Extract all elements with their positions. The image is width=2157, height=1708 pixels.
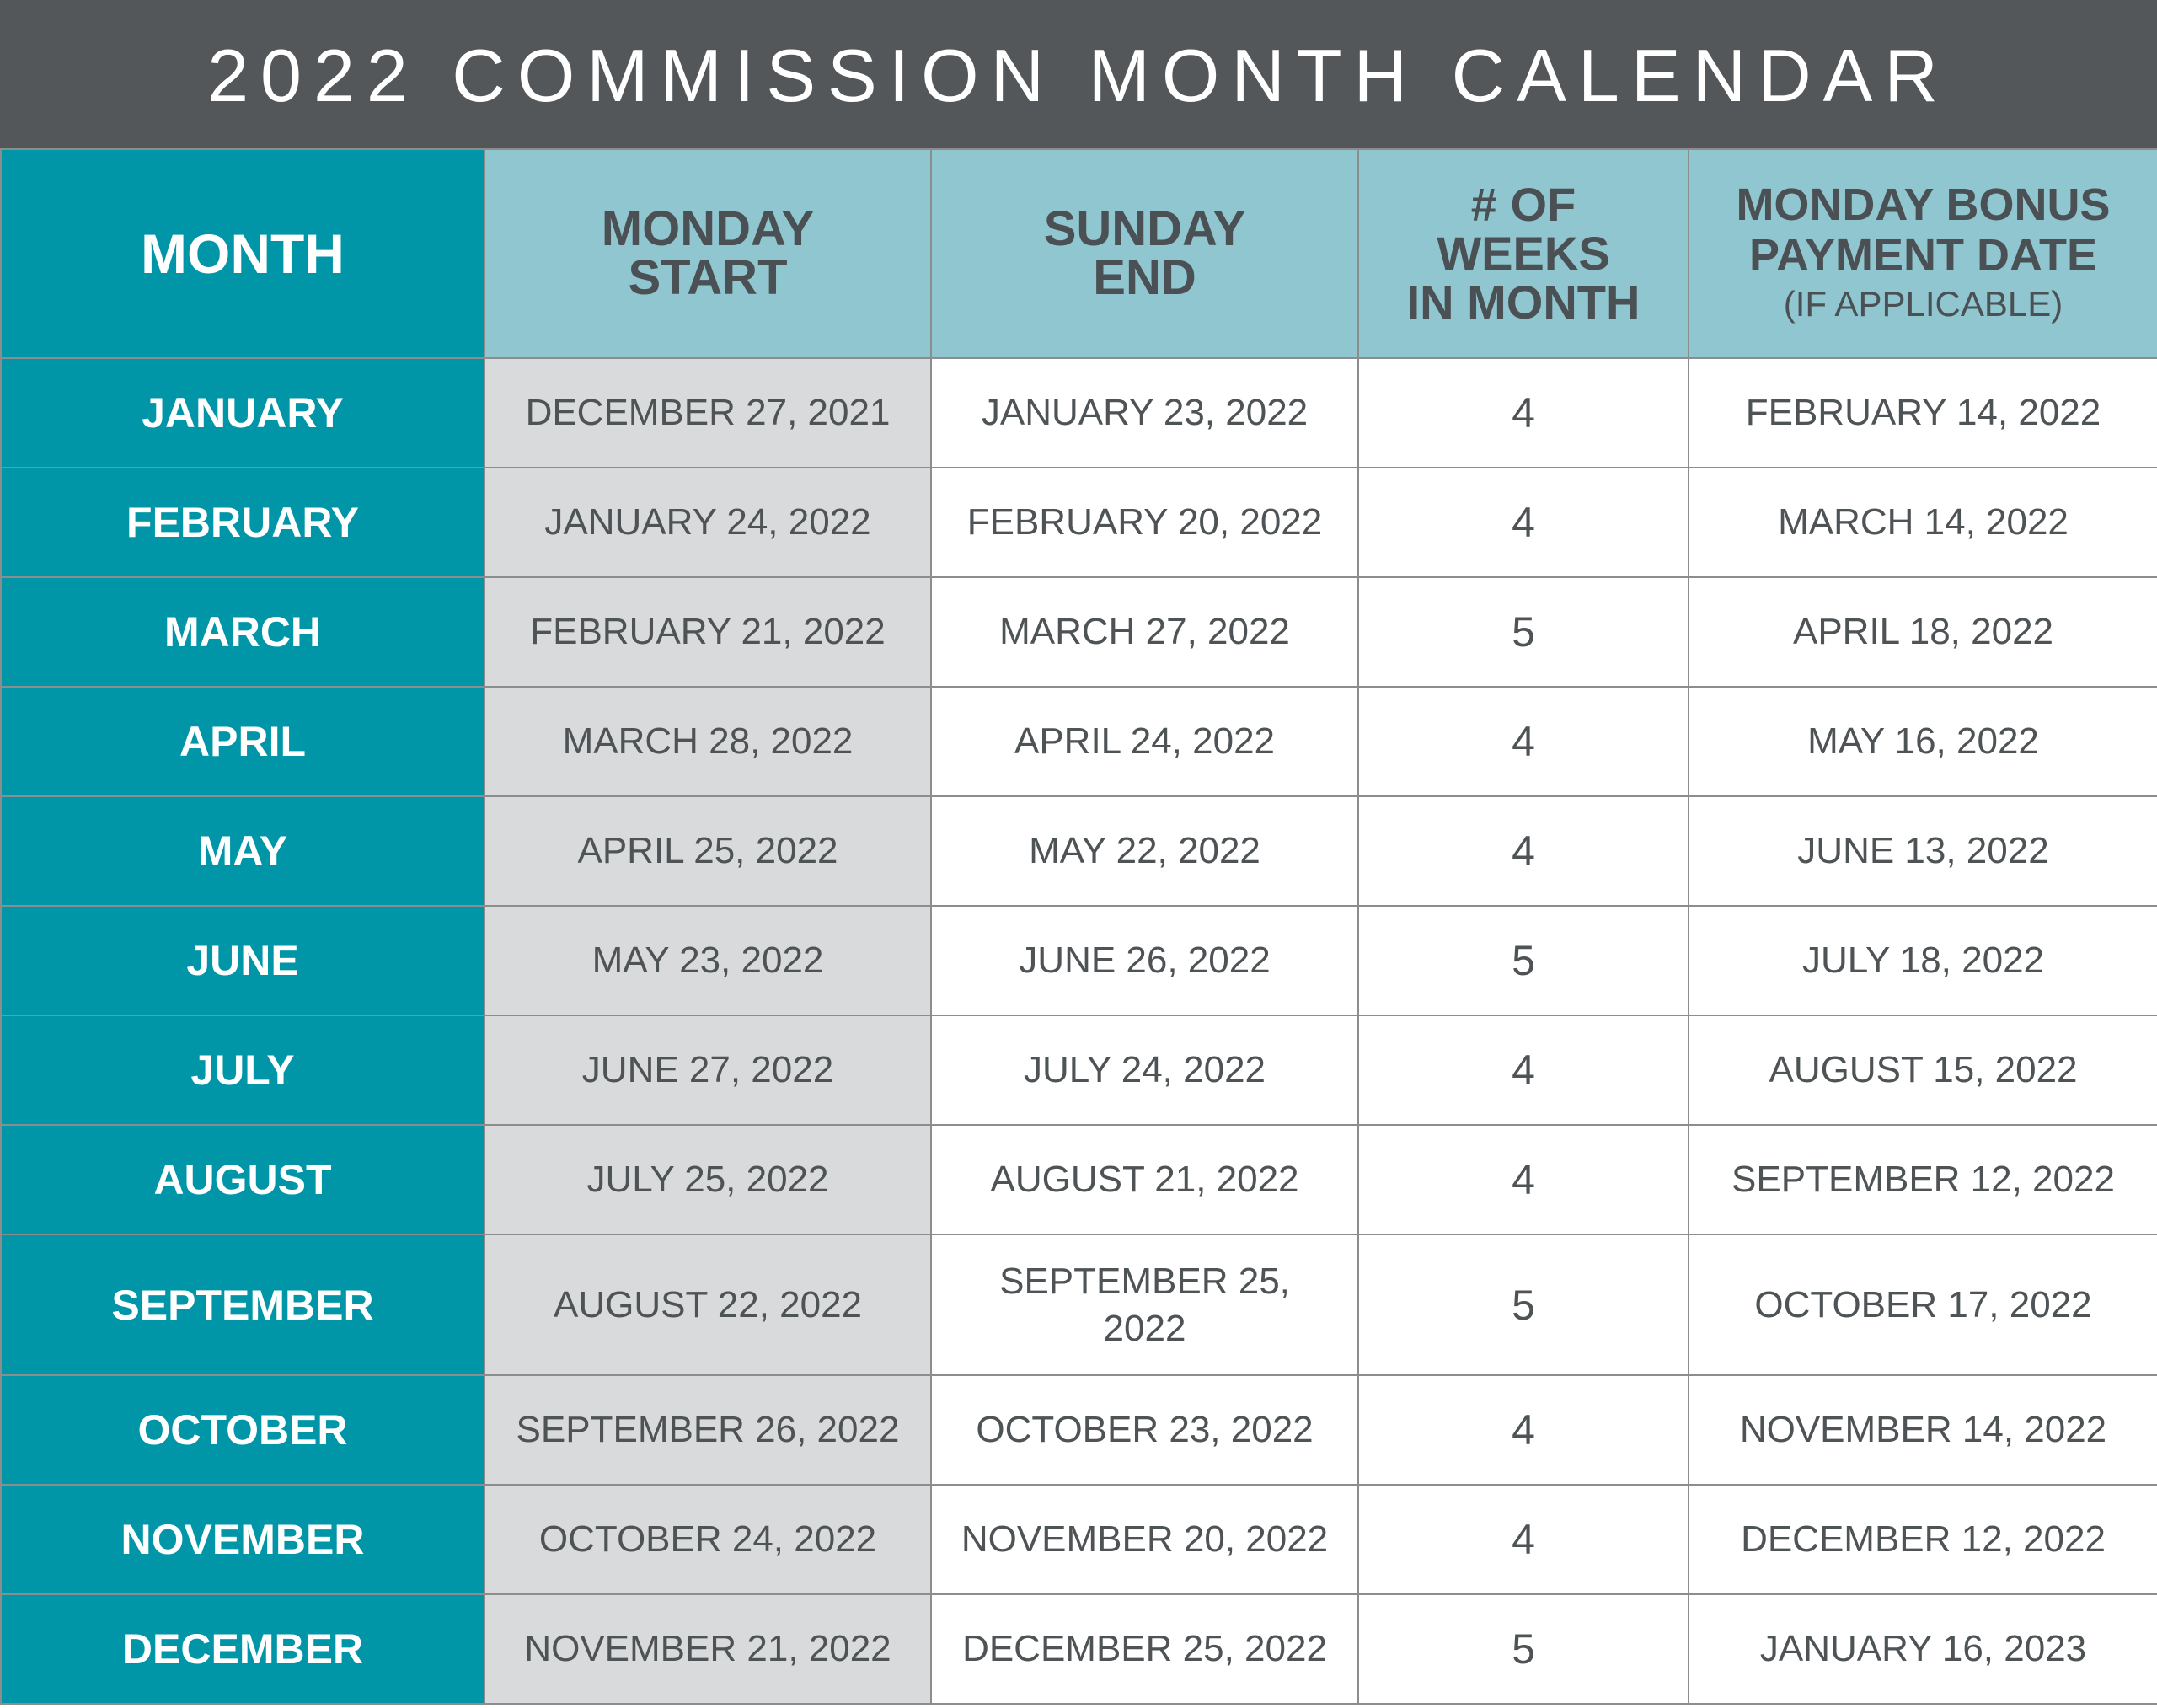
bonus-cell: DECEMBER 12, 2022 xyxy=(1689,1485,2157,1594)
bonus-cell: JULY 18, 2022 xyxy=(1689,906,2157,1015)
start-cell: SEPTEMBER 26, 2022 xyxy=(484,1375,931,1485)
header-end-line1: SUNDAY xyxy=(1043,201,1246,256)
end-cell: APRIL 24, 2022 xyxy=(931,687,1358,796)
header-bonus-line2: PAYMENT DATE xyxy=(1748,230,2098,281)
month-cell: DECEMBER xyxy=(1,1594,484,1704)
start-cell: MARCH 28, 2022 xyxy=(484,687,931,796)
weeks-cell: 5 xyxy=(1358,577,1689,687)
header-bonus-line1: MONDAY BONUS xyxy=(1736,179,2111,230)
weeks-cell: 4 xyxy=(1358,687,1689,796)
weeks-cell: 4 xyxy=(1358,796,1689,906)
bonus-cell: APRIL 18, 2022 xyxy=(1689,577,2157,687)
weeks-cell: 4 xyxy=(1358,1125,1689,1234)
month-cell: APRIL xyxy=(1,687,484,796)
table-row xyxy=(1,1594,2157,1704)
weeks-cell: 5 xyxy=(1358,1594,1689,1704)
weeks-cell: 4 xyxy=(1358,1485,1689,1594)
end-cell: OCTOBER 23, 2022 xyxy=(931,1375,1358,1485)
header-weeks-line2: WEEKS xyxy=(1437,227,1610,280)
page-title: 2022 COMMISSION MONTH CALENDAR xyxy=(207,34,1950,117)
end-cell: FEBRUARY 20, 2022 xyxy=(931,468,1358,577)
bonus-cell: AUGUST 15, 2022 xyxy=(1689,1015,2157,1125)
bonus-cell: FEBRUARY 14, 2022 xyxy=(1689,358,2157,468)
table-row xyxy=(1,1485,2157,1594)
header-sunday-end xyxy=(931,149,1358,358)
table-row xyxy=(1,358,2157,468)
end-cell: MARCH 27, 2022 xyxy=(931,577,1358,687)
end-cell: NOVEMBER 20, 2022 xyxy=(931,1485,1358,1594)
table-row xyxy=(1,577,2157,687)
bonus-cell: JUNE 13, 2022 xyxy=(1689,796,2157,906)
end-cell: JUNE 26, 2022 xyxy=(931,906,1358,1015)
table-row xyxy=(1,1015,2157,1125)
bonus-cell: OCTOBER 17, 2022 xyxy=(1689,1234,2157,1375)
bonus-cell: MARCH 14, 2022 xyxy=(1689,468,2157,577)
header-start-line2: START xyxy=(628,250,788,305)
start-cell: FEBRUARY 21, 2022 xyxy=(484,577,931,687)
header-month: MONTH xyxy=(1,149,484,358)
title-bar xyxy=(0,0,2157,148)
header-monday-start xyxy=(484,149,931,358)
end-cell: JANUARY 23, 2022 xyxy=(931,358,1358,468)
table-row xyxy=(1,906,2157,1015)
month-cell: AUGUST xyxy=(1,1125,484,1234)
start-cell: APRIL 25, 2022 xyxy=(484,796,931,906)
start-cell: DECEMBER 27, 2021 xyxy=(484,358,931,468)
month-cell: MAY xyxy=(1,796,484,906)
start-cell: JANUARY 24, 2022 xyxy=(484,468,931,577)
bonus-cell: MAY 16, 2022 xyxy=(1689,687,2157,796)
end-cell: MAY 22, 2022 xyxy=(931,796,1358,906)
bonus-cell: NOVEMBER 14, 2022 xyxy=(1689,1375,2157,1485)
month-cell: FEBRUARY xyxy=(1,468,484,577)
month-cell: MARCH xyxy=(1,577,484,687)
header-weeks-in-month xyxy=(1358,149,1689,358)
start-cell: MAY 23, 2022 xyxy=(484,906,931,1015)
header-row xyxy=(1,149,2157,358)
header-start-line1: MONDAY xyxy=(601,201,815,256)
month-cell: OCTOBER xyxy=(1,1375,484,1485)
start-cell: JUNE 27, 2022 xyxy=(484,1015,931,1125)
month-cell: NOVEMBER xyxy=(1,1485,484,1594)
table-row xyxy=(1,1375,2157,1485)
start-cell: OCTOBER 24, 2022 xyxy=(484,1485,931,1594)
end-cell: JULY 24, 2022 xyxy=(931,1015,1358,1125)
weeks-cell: 4 xyxy=(1358,468,1689,577)
bonus-cell: SEPTEMBER 12, 2022 xyxy=(1689,1125,2157,1234)
table-row xyxy=(1,468,2157,577)
month-cell: JULY xyxy=(1,1015,484,1125)
table-row xyxy=(1,796,2157,906)
month-cell: SEPTEMBER xyxy=(1,1234,484,1375)
month-cell: JANUARY xyxy=(1,358,484,468)
start-cell: JULY 25, 2022 xyxy=(484,1125,931,1234)
table-row xyxy=(1,687,2157,796)
start-cell: NOVEMBER 21, 2022 xyxy=(484,1594,931,1704)
weeks-cell: 5 xyxy=(1358,906,1689,1015)
header-bonus-note: (IF APPLICABLE) xyxy=(1783,284,2063,324)
end-cell: AUGUST 21, 2022 xyxy=(931,1125,1358,1234)
start-cell: AUGUST 22, 2022 xyxy=(484,1234,931,1375)
month-cell: JUNE xyxy=(1,906,484,1015)
header-weeks-line1: # OF xyxy=(1470,178,1576,231)
header-bonus-payment-date xyxy=(1689,149,2157,358)
weeks-cell: 4 xyxy=(1358,1375,1689,1485)
commission-calendar-table xyxy=(0,148,2157,1705)
bonus-cell: JANUARY 16, 2023 xyxy=(1689,1594,2157,1704)
weeks-cell: 4 xyxy=(1358,1015,1689,1125)
end-cell: SEPTEMBER 25, 2022 xyxy=(931,1234,1358,1375)
table-row xyxy=(1,1125,2157,1234)
header-end-line2: END xyxy=(1093,250,1196,305)
weeks-cell: 4 xyxy=(1358,358,1689,468)
end-cell: DECEMBER 25, 2022 xyxy=(931,1594,1358,1704)
weeks-cell: 5 xyxy=(1358,1234,1689,1375)
table-row xyxy=(1,1234,2157,1375)
header-weeks-line3: IN MONTH xyxy=(1406,276,1640,329)
